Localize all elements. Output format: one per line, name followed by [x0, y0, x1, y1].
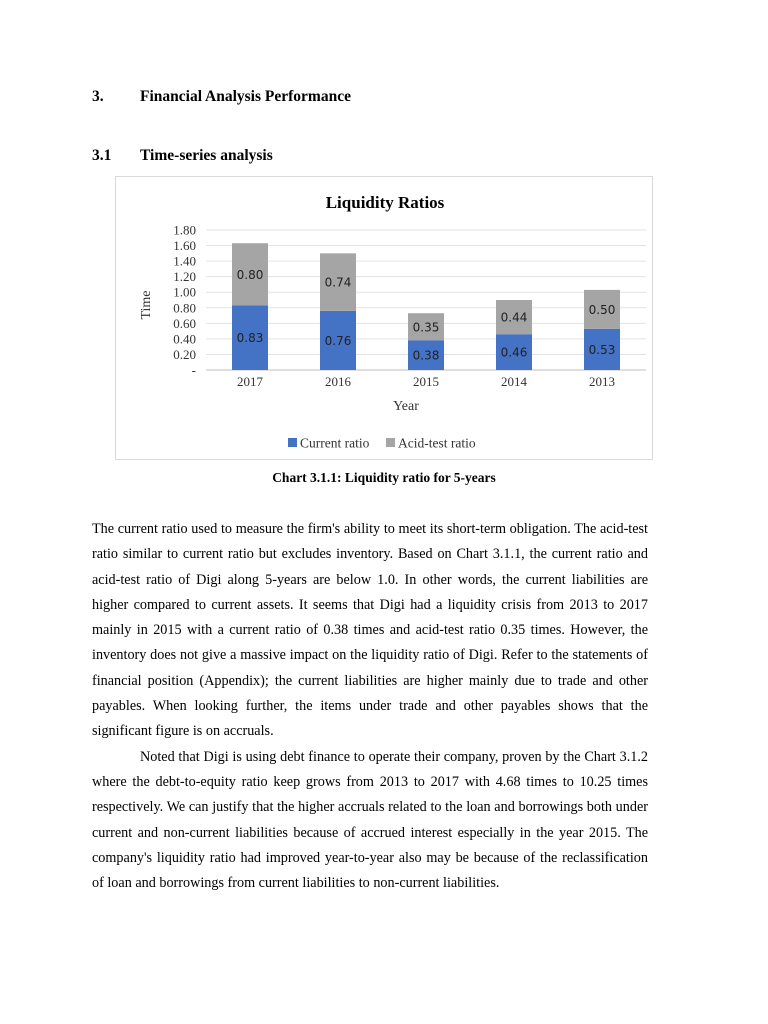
paragraph-1: The current ratio used to measure the firm's ability to meet its short-term obligation. The acid-test ratio similar to current ratio but excludes inventory. Based on Chart 3.1.1, the current ratio and acid-test ratio of Digi along 5-years are below 1.0. In other words, the current liabilities are higher compared to current assets. It seems that Digi had a liquidity crisis from 2013 to 2017 mainly in 2015 with a current ratio of 0.38 times and acid-test ratio 0.35 times. However, the inventory does not give a massive impact on the liquidity ratio of Digi. Refer to the statements of financial position (Appendix); the current liabilities are higher mainly due to trade and other payables. When looking further, the items under trade and other payables shows that the significant figure is on accruals.	[92, 521, 648, 740]
y-tick-label: 1.40	[173, 253, 196, 269]
x-tick-label: 2014	[501, 374, 527, 389]
legend-label: Acid-test ratio	[398, 435, 476, 451]
chart-caption: Chart 3.1.1: Liquidity ratio for 5-years	[272, 470, 496, 485]
data-label: 0.50	[588, 302, 616, 317]
data-label: 0.80	[236, 267, 264, 282]
subsection-number: 3.1	[92, 147, 112, 164]
section-number: 3.	[92, 88, 104, 105]
chart-x-ticks	[237, 374, 615, 389]
body-text	[92, 517, 648, 896]
x-tick-label: 2017	[237, 374, 263, 389]
x-tick-label: 2015	[413, 374, 439, 389]
legend-swatch	[386, 438, 395, 447]
data-label: 0.44	[500, 310, 528, 325]
data-label: 0.83	[236, 331, 264, 346]
y-tick-label: 0.60	[173, 315, 196, 331]
section-heading	[92, 87, 351, 107]
y-tick-label: 0.20	[173, 346, 196, 362]
chart-y-ticks	[173, 223, 196, 378]
y-tick-label: 0.40	[173, 331, 196, 347]
data-label: 0.74	[324, 275, 352, 290]
subsection-title: Time-series analysis	[140, 147, 273, 164]
y-tick-label: 1.20	[173, 269, 196, 285]
legend-swatch	[288, 438, 297, 447]
section-title: Financial Analysis Performance	[140, 88, 351, 105]
data-label: 0.35	[412, 320, 440, 335]
x-tick-label: 2013	[589, 374, 615, 389]
y-tick-label: 1.00	[173, 284, 196, 300]
x-tick-label: 2016	[325, 374, 351, 389]
legend-label: Current ratio	[300, 435, 370, 451]
data-label: 0.46	[500, 345, 528, 360]
y-tick-label: -	[191, 362, 196, 378]
data-label: 0.38	[412, 348, 440, 363]
data-label: 0.53	[588, 342, 616, 357]
y-tick-label: 1.80	[173, 222, 196, 238]
paragraph-2: Noted that Digi is using debt finance to operate their company, proven by the Chart 3.1.2 where the debt-to-equity ratio keep grows from 2013 to 2017 with 4.68 times to 10.25 times respectively. We can justify that the higher accruals related to the loan and borrowings both under current and non-current liabilities because of accrued interest especially in the year 2015. The company's liquidity ratio had improved year-to-year also may be because of the reclassification of loan and borrowings from current liabilities to non-current liabilities.	[92, 748, 648, 892]
data-label: 0.76	[324, 333, 352, 348]
liquidity-chart	[115, 176, 653, 460]
y-tick-label: 1.60	[173, 238, 196, 254]
chart-legend	[288, 436, 476, 451]
subsection-heading	[92, 146, 273, 166]
y-tick-label: 0.80	[173, 300, 196, 316]
y-axis-label: Time	[139, 290, 154, 320]
chart-title: Liquidity Ratios	[325, 193, 445, 212]
chart-canvas	[116, 177, 654, 461]
x-axis-label: Year	[393, 399, 419, 414]
